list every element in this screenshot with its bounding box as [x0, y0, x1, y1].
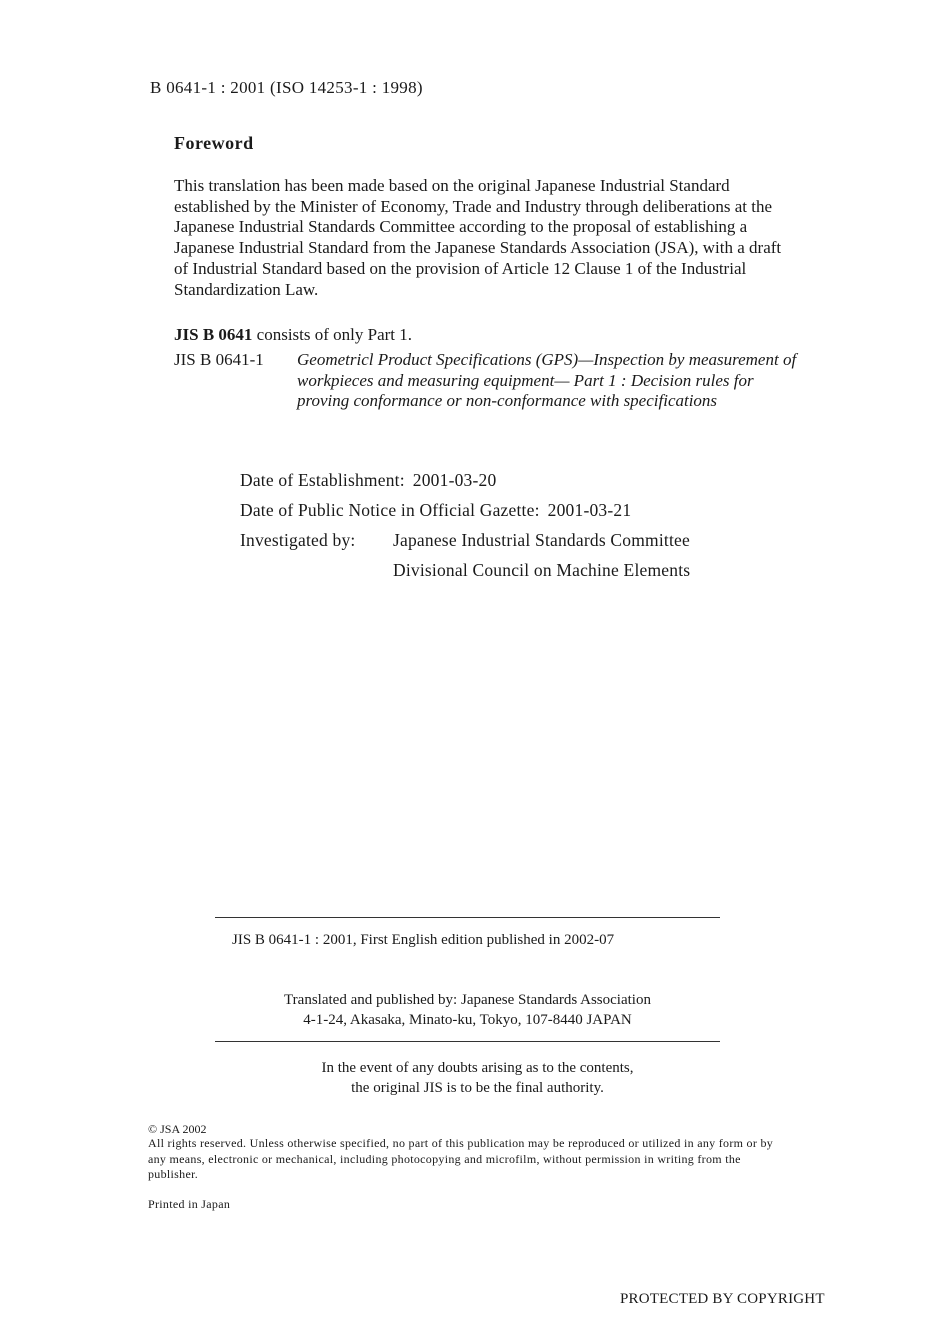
authority-notice	[215, 1058, 740, 1098]
establishment-label: Date of Establishment:	[240, 470, 405, 490]
parts-statement	[174, 325, 412, 345]
foreword-body-text: This translation has been made based on the original Japanese Industrial Standard established by the Minister of Economy, Trade and Industry through deliberations at the Japanese Industrial Standards Committee according to the proposal of establishing a Japanese Industrial Standard from the Japanese Standards Association (JSA), with a draft of Industrial Standard based on the provision of Article 12 Clause 1 of the Industrial Standardization Law.	[174, 176, 782, 299]
investigated-label: Investigated by:	[240, 530, 356, 550]
copyright-notice: © JSA 2002	[148, 1122, 207, 1136]
establishment-value: 2001-03-20	[412, 470, 497, 490]
foreword-heading: Foreword	[174, 133, 254, 153]
establishment-date-line	[240, 470, 496, 491]
divider-top	[215, 917, 720, 918]
publisher-block	[215, 990, 720, 1030]
investigated-committee: Japanese Industrial Standards Committee	[393, 530, 690, 550]
protected-footer: PROTECTED BY COPYRIGHT	[620, 1291, 825, 1307]
part-title: Geometricl Product Specifications (GPS)—Inspection by measurement of workpieces and measuring equipment— Part 1 : Decision rules for proving conformance or non-conformance with specifications	[297, 350, 797, 411]
rights-statement: All rights reserved. Unless otherwise specified, no part of this publication may be reproduced or utilized in any form or by any means, electronic or mechanical, including photocopying and microfilm, without permission in writing from the publisher.	[148, 1136, 774, 1181]
investigated-by-line	[240, 530, 690, 551]
publisher-address: 4-1-24, Akasaka, Minato-ku, Tokyo, 107-8440 JAPAN	[303, 1012, 632, 1028]
publisher-line: Translated and published by: Japanese Standards Association	[284, 992, 651, 1008]
edition-statement: JIS B 0641-1 : 2001, First English edition published in 2002-07	[232, 932, 615, 948]
part-code: JIS B 0641-1	[174, 350, 264, 369]
parts-statement-code: JIS B 0641	[174, 325, 253, 344]
standard-id-header: B 0641-1 : 2001 (ISO 14253-1 : 1998)	[150, 78, 423, 97]
public-notice-value: 2001-03-21	[547, 500, 632, 520]
investigated-council: Divisional Council on Machine Elements	[393, 560, 691, 580]
divider-bottom	[215, 1041, 720, 1042]
public-notice-line	[240, 500, 631, 521]
printed-in: Printed in Japan	[148, 1197, 231, 1211]
authority-notice-line1: In the event of any doubts arising as to the contents,	[321, 1060, 634, 1076]
authority-notice-line2: the original JIS is to be the final authority.	[351, 1080, 604, 1096]
public-notice-label: Date of Public Notice in Official Gazette:	[240, 500, 540, 520]
parts-statement-text: consists of only Part 1.	[252, 325, 413, 344]
